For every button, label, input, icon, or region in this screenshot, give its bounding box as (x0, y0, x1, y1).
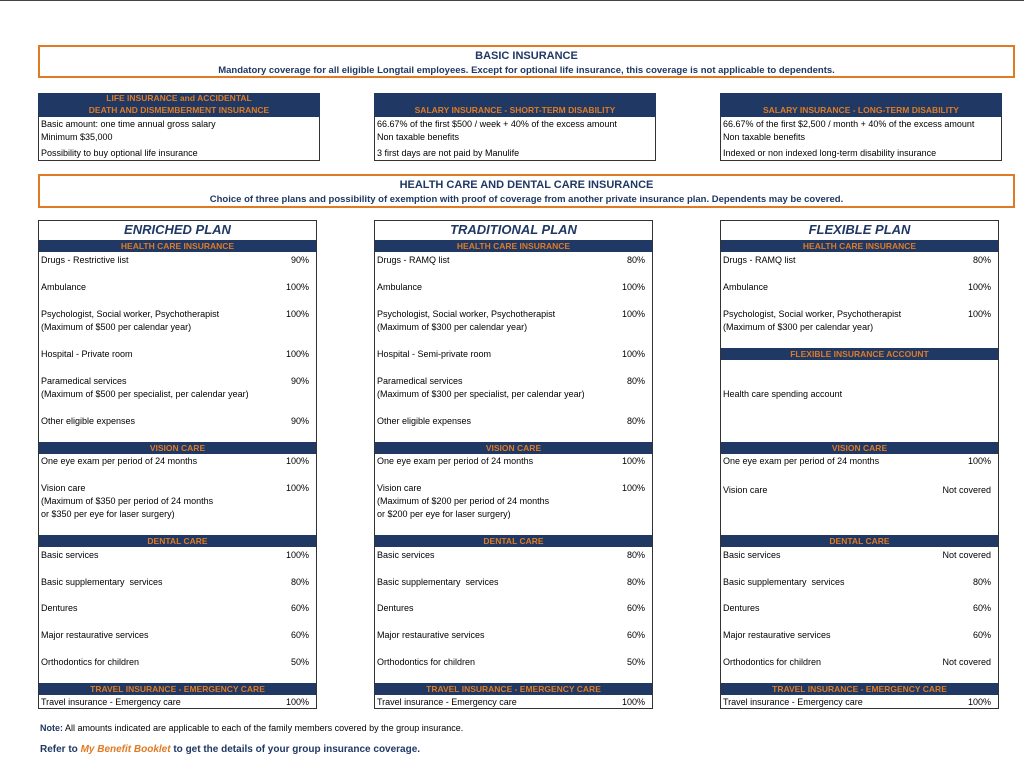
coverage-label: Dentures (41, 603, 78, 613)
coverage-value: 100% (967, 697, 991, 707)
coverage-label: Travel insurance - Emergency care (41, 697, 181, 707)
coverage-label: Dentures (377, 603, 414, 613)
coverage-label: Vision care (723, 485, 768, 495)
coverage-value: 60% (972, 603, 991, 613)
long-term-disability-box (720, 93, 1002, 161)
coverage-value: 80% (290, 577, 309, 587)
coverage-label: Psychologist, Social worker, Psychotherapist (Maximum of $300 per calendar year) (723, 309, 902, 332)
coverage-value: Not covered (942, 550, 991, 560)
coverage-label: Psychologist, Social worker, Psychotherapist (Maximum of $500 per calendar year) (41, 309, 220, 332)
coverage-label: Basic services (723, 550, 781, 560)
long-term-disability-header: SALARY INSURANCE - LONG-TERM DISABILITY (720, 93, 1002, 117)
coverage-value: 60% (290, 603, 309, 613)
note-text: All amounts indicated are applicable to each of the family members covered by the group insurance. (63, 723, 464, 733)
coverage-label: Orthodontics for children (41, 657, 140, 667)
coverage-label: One eye exam per period of 24 months (41, 456, 198, 466)
coverage-label: Other eligible expenses (377, 416, 472, 426)
section-header: DENTAL CARE (375, 535, 652, 547)
section-header: VISION CARE (375, 442, 652, 454)
coverage-label: One eye exam per period of 24 months (723, 456, 880, 466)
coverage-value: 100% (285, 349, 309, 359)
coverage-value: 80% (626, 550, 645, 560)
coverage-value: 100% (621, 483, 645, 493)
basic-line: Possibility to buy optional life insurance (41, 148, 198, 158)
coverage-label: Hospital - Semi-private room (377, 349, 492, 359)
coverage-value: 100% (967, 456, 991, 466)
coverage-value: 90% (290, 416, 309, 426)
coverage-label: One eye exam per period of 24 months (377, 456, 534, 466)
basic-insurance-banner (38, 45, 1015, 78)
coverage-value: 60% (972, 630, 991, 640)
note-label: Note: (40, 723, 63, 733)
coverage-label: Other eligible expenses (41, 416, 136, 426)
section-header: HEALTH CARE INSURANCE (375, 240, 652, 252)
coverage-label: Basic supplementary services (41, 577, 163, 587)
coverage-label: Hospital - Private room (41, 349, 133, 359)
life-insurance-header: LIFE INSURANCE and ACCIDENTAL DEATH AND DISMEMBERMENT INSURANCE (38, 93, 320, 117)
health-dental-subtitle: Choice of three plans and possibility of exemption with proof of coverage from another private insurance plan. Dependents may be covered. (209, 194, 844, 205)
coverage-value: 100% (285, 550, 309, 560)
health-dental-title: HEALTH CARE AND DENTAL CARE INSURANCE (399, 179, 654, 191)
section-header: FLEXIBLE INSURANCE ACCOUNT (721, 348, 998, 360)
coverage-label: Drugs - Restrictive list (41, 255, 129, 265)
basic-insurance-subtitle: Mandatory coverage for all eligible Longtail employees. Except for optional life insurance, this coverage is not applicable to dependents. (218, 65, 835, 76)
coverage-label: Orthodontics for children (723, 657, 822, 667)
coverage-label: Paramedical services (Maximum of $500 per specialist, per calendar year) (41, 376, 249, 399)
coverage-value: 80% (626, 416, 645, 426)
enriched-plan (38, 220, 317, 709)
coverage-value: 50% (626, 657, 645, 667)
short-term-disability-box (374, 93, 656, 161)
short-term-disability-header: SALARY INSURANCE - SHORT-TERM DISABILITY (374, 93, 656, 117)
coverage-label: Major restaurative services (41, 630, 149, 640)
coverage-value: 60% (626, 630, 645, 640)
coverage-value: 80% (626, 577, 645, 587)
coverage-value: 100% (285, 282, 309, 292)
section-header: VISION CARE (39, 442, 316, 454)
coverage-label: Basic supplementary services (723, 577, 845, 587)
coverage-label: Ambulance (41, 282, 87, 292)
coverage-label: Ambulance (723, 282, 769, 292)
coverage-value: 100% (285, 697, 309, 707)
flexible-plan (720, 220, 999, 709)
coverage-label: Major restaurative services (377, 630, 485, 640)
basic-line: 66.67% of the first $500 / week + 40% of the excess amount (377, 119, 617, 129)
coverage-label: Ambulance (377, 282, 423, 292)
coverage-label: Drugs - RAMQ list (723, 255, 796, 265)
section-header: HEALTH CARE INSURANCE (721, 240, 998, 252)
coverage-value: 80% (626, 376, 645, 386)
coverage-value: 100% (621, 349, 645, 359)
coverage-label: Vision care (Maximum of $200 per period of 24 months or $200 per eye for laser surgery) (377, 483, 550, 519)
coverage-value: Not covered (942, 485, 991, 495)
section-header: VISION CARE (721, 442, 998, 454)
coverage-value: 60% (290, 630, 309, 640)
traditional-plan (374, 220, 653, 709)
section-header: DENTAL CARE (721, 535, 998, 547)
coverage-value: 100% (285, 309, 309, 319)
coverage-label: Psychologist, Social worker, Psychotherapist (Maximum of $300 per calendar year) (377, 309, 556, 332)
coverage-value: 100% (285, 483, 309, 493)
coverage-value: Not covered (942, 657, 991, 667)
coverage-label: Drugs - RAMQ list (377, 255, 450, 265)
coverage-value: 100% (285, 456, 309, 466)
top-divider (0, 0, 1024, 1)
basic-line: Basic amount: one time annual gross salary (41, 119, 216, 129)
footer-refer: Refer to My Benefit Booklet to get the details of your group insurance coverage. (40, 744, 421, 755)
basic-insurance-title: BASIC INSURANCE (475, 50, 578, 62)
coverage-value: 80% (626, 255, 645, 265)
coverage-value: 100% (621, 456, 645, 466)
coverage-label: Basic services (41, 550, 99, 560)
basic-line: 66.67% of the first $2,500 / month + 40% of the excess amount (723, 119, 975, 129)
coverage-label: Paramedical services (Maximum of $300 per specialist, per calendar year) (377, 376, 585, 399)
coverage-value: 80% (972, 255, 991, 265)
health-dental-banner (38, 174, 1015, 208)
coverage-value: 80% (972, 577, 991, 587)
coverage-label: Travel insurance - Emergency care (723, 697, 863, 707)
section-header: DENTAL CARE (39, 535, 316, 547)
coverage-value: 90% (290, 255, 309, 265)
coverage-value: 100% (967, 282, 991, 292)
coverage-value: 100% (621, 309, 645, 319)
coverage-label: Health care spending account (723, 389, 843, 399)
life-insurance-box (38, 93, 320, 161)
coverage-value: 90% (290, 376, 309, 386)
section-header: TRAVEL INSURANCE - EMERGENCY CARE (375, 683, 652, 695)
plan-title: FLEXIBLE PLAN (808, 222, 911, 237)
benefit-booklet-link[interactable]: My Benefit Booklet (80, 744, 171, 755)
basic-line: Minimum $35,000 (41, 132, 113, 142)
coverage-label: Basic supplementary services (377, 577, 499, 587)
basic-line: Non taxable benefits (723, 132, 806, 142)
coverage-value: 100% (967, 309, 991, 319)
plan-title: TRADITIONAL PLAN (450, 222, 577, 237)
coverage-value: 100% (621, 697, 645, 707)
coverage-label: Basic services (377, 550, 435, 560)
coverage-value: 50% (290, 657, 309, 667)
section-header: HEALTH CARE INSURANCE (39, 240, 316, 252)
basic-line: 3 first days are not paid by Manulife (377, 148, 520, 158)
basic-line: Non taxable benefits (377, 132, 460, 142)
section-header: TRAVEL INSURANCE - EMERGENCY CARE (721, 683, 998, 695)
coverage-value: 100% (621, 282, 645, 292)
coverage-label: Vision care (Maximum of $350 per period of 24 months or $350 per eye for laser surgery) (41, 483, 214, 519)
basic-line: Indexed or non indexed long-term disability insurance (723, 148, 937, 158)
coverage-label: Major restaurative services (723, 630, 831, 640)
coverage-label: Dentures (723, 603, 760, 613)
coverage-value: 60% (626, 603, 645, 613)
coverage-label: Orthodontics for children (377, 657, 476, 667)
coverage-label: Travel insurance - Emergency care (377, 697, 517, 707)
footer-note (40, 723, 463, 733)
section-header: TRAVEL INSURANCE - EMERGENCY CARE (39, 683, 316, 695)
plan-title: ENRICHED PLAN (124, 222, 231, 237)
